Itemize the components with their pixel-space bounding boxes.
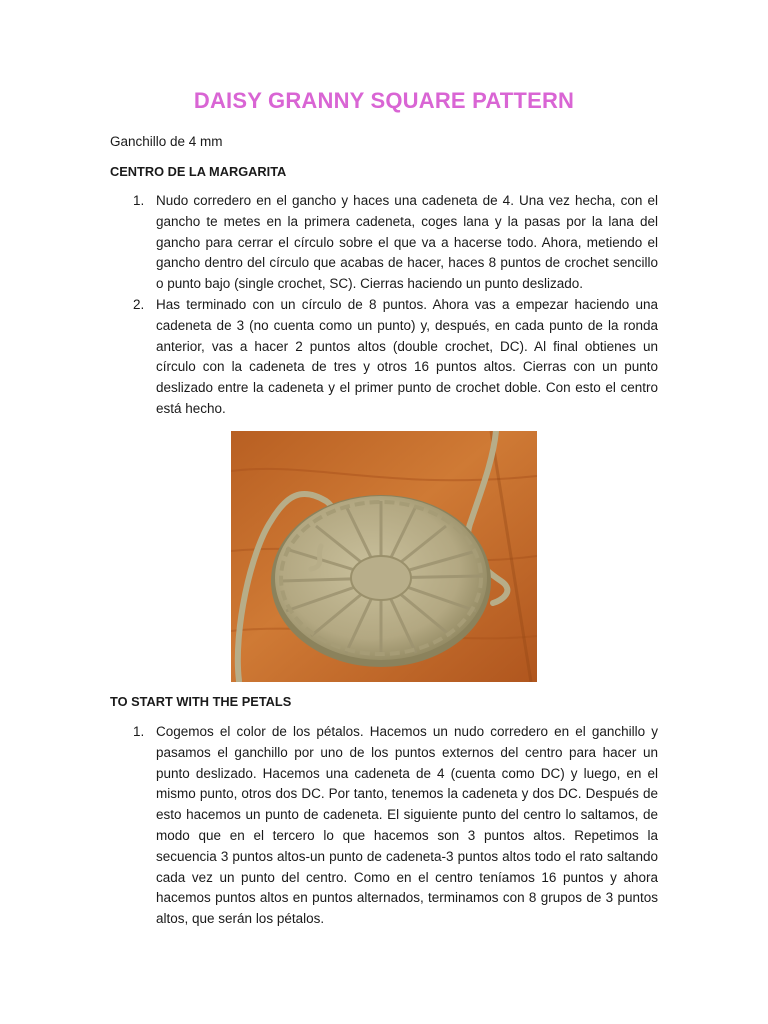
list-item-number: 2. bbox=[133, 296, 145, 312]
list-item-text: Has terminado con un círculo de 8 puntos. Ahora vas a empezar haciendo una cadeneta de 3 (no cuenta como un punto) y, después, en cada punto de la ronda anterior, vas a hacer 2 puntos altos (double crochet, DC). Al final obtienes un círculo con la cadeneta de tres y otros 16 puntos altos. Cierras con un punto deslizado entre la cadeneta y el primer punto de crochet doble. Con esto el centro está hecho. bbox=[156, 296, 658, 416]
list-item-number: 1. bbox=[133, 193, 145, 208]
list-item bbox=[110, 191, 658, 295]
section-heading-petals: TO START WITH THE PETALS bbox=[110, 694, 292, 709]
list-item-text: Cogemos el color de los pétalos. Hacemos un nudo corredero en el ganchillo y pasamos el ganchillo por uno de los puntos externos del centro para hacer un punto deslizado. Hacemos una cadeneta de 4 (cuenta como DC) y luego, en el mismo punto, otros dos DC. Por tanto, tenemos la cadeneta y dos DC. Después de esto hacemos un punto de cadeneta. El siguiente punto del centro lo saltamos, de modo que en el tercero lo que hacemos son 3 puntos altos. Repetimos la secuencia 3 puntos altos-un punto de cadeneta-3 puntos altos todo el rato saltando cada vez un punto del centro. Como en el centro teníamos 16 puntos y ahora hacemos puntos altos en puntos alternados, terminamos con 8 grupos de 3 puntos altos, que serán los pétalos. bbox=[156, 724, 658, 927]
center-steps-list bbox=[110, 191, 658, 420]
page-title: DAISY GRANNY SQUARE PATTERN bbox=[193, 88, 575, 113]
list-item-number: 1. bbox=[133, 724, 145, 739]
section-heading-center: CENTRO DE LA MARGARITA bbox=[110, 164, 287, 179]
list-item-text: Nudo corredero en el gancho y haces una cadeneta de 4. Una vez hecha, con el gancho te metes en la primera cadeneta, coges lana y la pasas por la lana del gancho para cerrar el círculo sobre el que va a hacerse todo. Ahora, metiendo el gancho dentro del círculo que acabas de hacer, haces 8 puntos de crochet sencillo o punto bajo (single crochet, SC). Cierras haciendo un punto deslizado. bbox=[156, 193, 658, 292]
list-item bbox=[110, 295, 658, 420]
list-item bbox=[110, 722, 658, 930]
hook-size-text: Ganchillo de 4 mm bbox=[110, 134, 223, 149]
petals-steps-list bbox=[110, 722, 658, 930]
crochet-center-photo bbox=[231, 431, 537, 682]
